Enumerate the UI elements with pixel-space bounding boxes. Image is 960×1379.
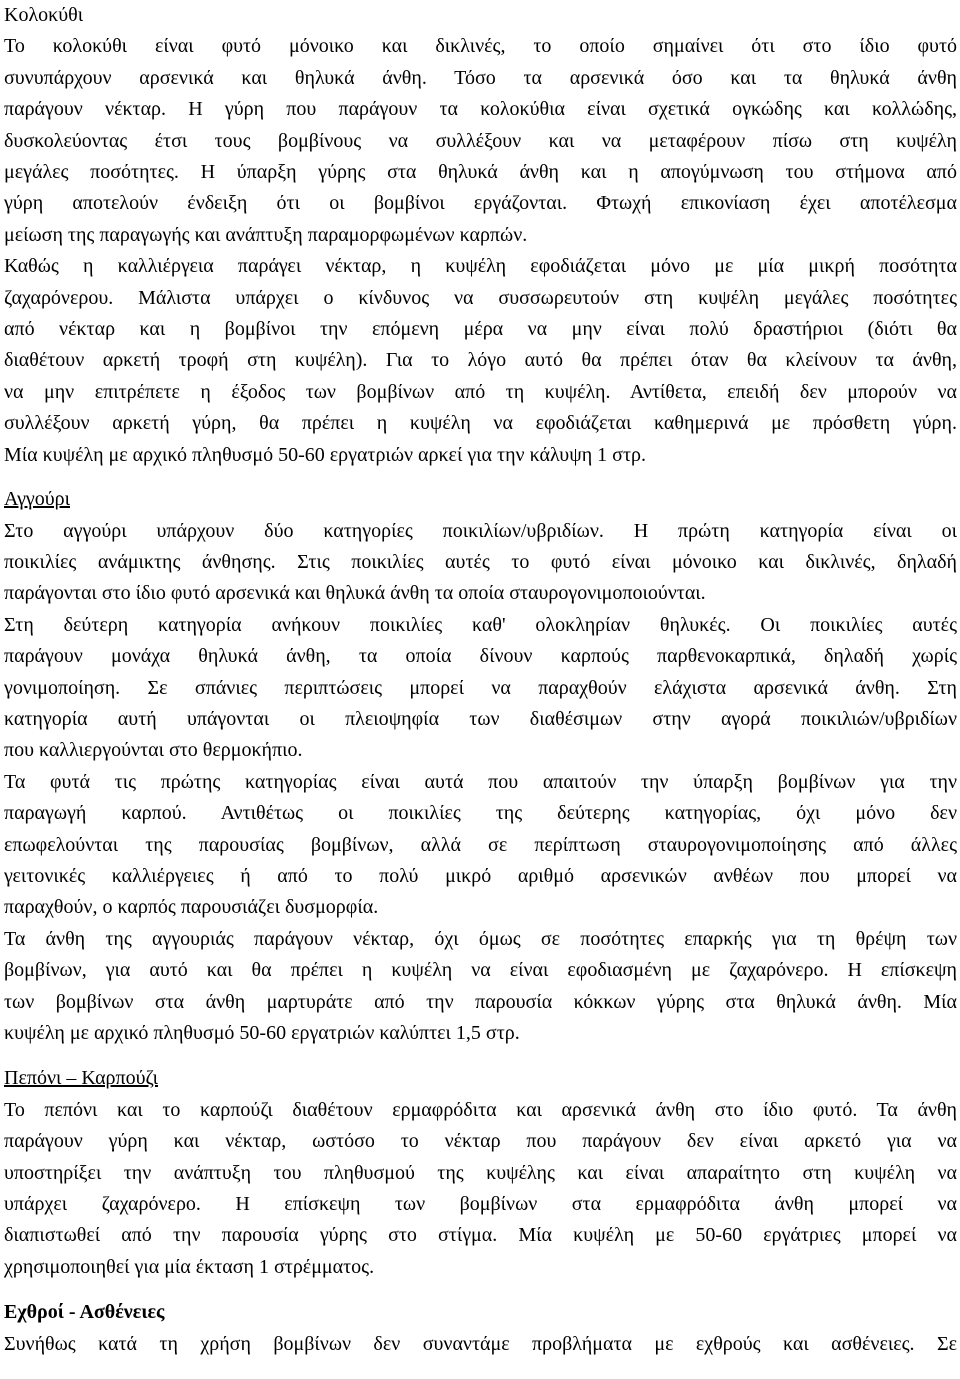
paragraph [4, 924, 957, 1050]
text-line: Καθώς η καλλιέργεια παράγει νέκταρ, η κυψέλη εφοδιάζεται μόνο με μία μικρή ποσότητα [4, 255, 957, 278]
text-line: συλλέξουν αρκετή γύρη, θα πρέπει η κυψέλη να εφοδιάζεται καθημερινά με πρόσθετη γύρη. [4, 412, 957, 435]
text-line: κυψέλη με αρχικό πληθυσμό 50-60 εργατριών καλύπτει 1,5 στρ. [4, 1022, 520, 1044]
section-cucumber [4, 484, 957, 1049]
paragraph [4, 251, 957, 471]
text-line: παραγωγή καρπού. Αντιθέτως οι ποικιλίες της δεύτερης κατηγορίας, όχι μόνο δεν [4, 802, 957, 825]
section-heading: Εχθροί - Ασθένειες [4, 1301, 165, 1324]
text-line: από νέκταρ και η βομβίνοι την επόμενη μέρα να μην είναι πολύ δραστήριοι (διότι θα [4, 318, 957, 341]
text-line: βομβίνων, για αυτό και θα πρέπει η κυψέλη να είναι εφοδιασμένη με ζαχαρόνερο. Η επίσκεψη [4, 959, 957, 982]
text-line: Το κολοκύθι είναι φυτό μόνοικο και δικλινές, το οποίο σημαίνει ότι στο ίδιο φυτό [4, 35, 957, 58]
section-zucchini [4, 0, 957, 471]
section-heading: Αγγούρι [4, 488, 71, 511]
text-line: υποστηρίξει την ανάπτυξη του πληθυσμού της κυψέλης και είναι απαραίτητο στη κυψέλη να [4, 1161, 957, 1184]
text-line: χρησιμοποιηθεί για μία έκταση 1 στρέμματος. [4, 1255, 375, 1278]
text-line: ποικιλίες ανάμικτης άνθησης. Στις ποικιλίες αυτές το φυτό είναι μόνοικο και δικλινές, δηλαδή [4, 550, 957, 573]
text-line: παράγουν νέκταρ. Η γύρη που παράγουν τα κολοκύθια είναι σχετικά ογκώδης και κολλώδης, [4, 98, 957, 121]
text-line: παράγουν μονάχα θηλυκά άνθη, τα οποία δίνουν καρπούς παρθενοκαρπικά, δηλαδή χωρίς [4, 645, 957, 668]
text-line: μείωση της παραγωγής και ανάπτυξη παραμορφωμένων καρπών. [4, 223, 528, 246]
text-line: των βομβίνων στα άνθη μαρτυράτε από την παρουσία κόκκων γύρης στα θηλυκά άνθη. Μία [4, 990, 957, 1013]
text-line: διαπιστωθεί από την παρουσία γύρης στο στίγμα. Μία κυψέλη με 50-60 εργάτριες μπορεί να [4, 1224, 957, 1247]
paragraph [4, 1095, 957, 1283]
section-heading: Πεπόνι – Καρπούζι [4, 1067, 159, 1090]
text-line: κατηγορία αυτή υπάγονται οι πλειοψηφία των διαθέσιμων στην αγορά ποικιλιών/υβριδίων [4, 707, 957, 730]
text-line: να μην επιτρέπετε η έξοδος των βομβίνων από τη κυψέλη. Αντίθετα, επειδή δεν μπορούν να [4, 380, 957, 403]
text-line: επωφελούνται της παρουσίας βομβίνων, αλλά σε περίπτωση σταυρογονιμοποίησης από άλλες [4, 833, 957, 856]
paragraph [4, 767, 957, 924]
text-line: που καλλιεργούνται στο θερμοκήπιο. [4, 739, 303, 762]
text-line: μεγάλες ποσότητες. Η ύπαρξη γύρης στα θηλυκά άνθη και η απογύμνωση του στήμονα από [4, 161, 957, 184]
text-line: ζαχαρόνερου. Μάλιστα υπάρχει ο κίνδυνος να συσσωρευτούν στη κυψέλη μεγάλες ποσότητες [4, 286, 957, 309]
text-line: γονιμοποίηση. Σε σπάνιες περιπτώσεις μπορεί να παραχθούν ελάχιστα αρσενικά άνθη. Στη [4, 676, 957, 699]
text-line: συνυπάρχουν αρσενικά και θηλυκά άνθη. Τόσο τα αρσενικά όσο και τα θηλυκά άνθη [4, 66, 957, 89]
text-line: υπάρχει ζαχαρόνερο. Η επίσκεψη των βομβίνων στα ερμαφρόδιτα άνθη μπορεί να [4, 1193, 957, 1216]
text-line: Συνήθως κατά τη χρήση βομβίνων δεν συναντάμε προβλήματα με εχθρούς και ασθένειες. Σε [4, 1332, 957, 1355]
text-line: Στο αγγούρι υπάρχουν δύο κατηγορίες ποικιλίων/υβριδίων. Η πρώτη κατηγορία είναι οι [4, 519, 957, 542]
text-line: Τα άνθη της αγγουριάς παράγουν νέκταρ, όχι όμως σε ποσότητες επαρκής για τη θρέψη των [4, 927, 957, 950]
text-line: παραχθούν, ο καρπός παρουσιάζει δυσμορφία. [4, 896, 379, 919]
text-line: δυσκολεύοντας έτσι τους βομβίνους να συλλέξουν και να μεταφέρουν πίσω στη κυψέλη [4, 129, 957, 152]
text-line: Το πεπόνι και το καρπούζι διαθέτουν ερμαφρόδιτα και αρσενικά άνθη στο ίδιο φυτό. Τα άνθη [4, 1098, 957, 1121]
text-line: Μία κυψέλη με αρχικό πληθυσμό 50-60 εργατριών αρκεί για την κάλυψη 1 στρ. [4, 443, 646, 466]
paragraph [4, 31, 957, 251]
text-line: παράγονται στο ίδιο φυτό αρσενικά και θηλυκά άνθη τα οποία σταυρογονιμοποιούνται. [4, 582, 706, 605]
section-melon-watermelon [4, 1063, 957, 1283]
text-line: διαθέτουν αρκετή τροφή στη κυψέλη). Για το λόγο αυτό θα πρέπει όταν θα κλείνουν τα άνθη, [4, 349, 957, 372]
text-line: γειτονικές καλλιέργειες ή από το πολύ μικρό αριθμό αρσενικών ανθέων που μπορεί να [4, 864, 957, 887]
paragraph [4, 610, 957, 767]
section-pests-diseases [4, 1297, 957, 1360]
text-line: Στη δεύτερη κατηγορία ανήκουν ποικιλίες καθ' ολοκληρίαν θηλυκές. Οι ποικιλίες αυτές [4, 613, 957, 636]
text-line: γύρη αποτελούν ένδειξη ότι οι βομβίνοι εργάζονται. Φτωχή επικονίαση έχει αποτέλεσμα [4, 192, 957, 215]
text-line: παράγουν γύρη και νέκταρ, ωστόσο το νέκταρ που παράγουν δεν είναι αρκετό για να [4, 1130, 957, 1153]
paragraph [4, 516, 957, 610]
paragraph [4, 1329, 957, 1360]
section-heading: Κολοκύθι [4, 4, 84, 26]
text-line: Τα φυτά τις πρώτης κατηγορίας είναι αυτά που απαιτούν την ύπαρξη βομβίνων για την [4, 770, 957, 793]
